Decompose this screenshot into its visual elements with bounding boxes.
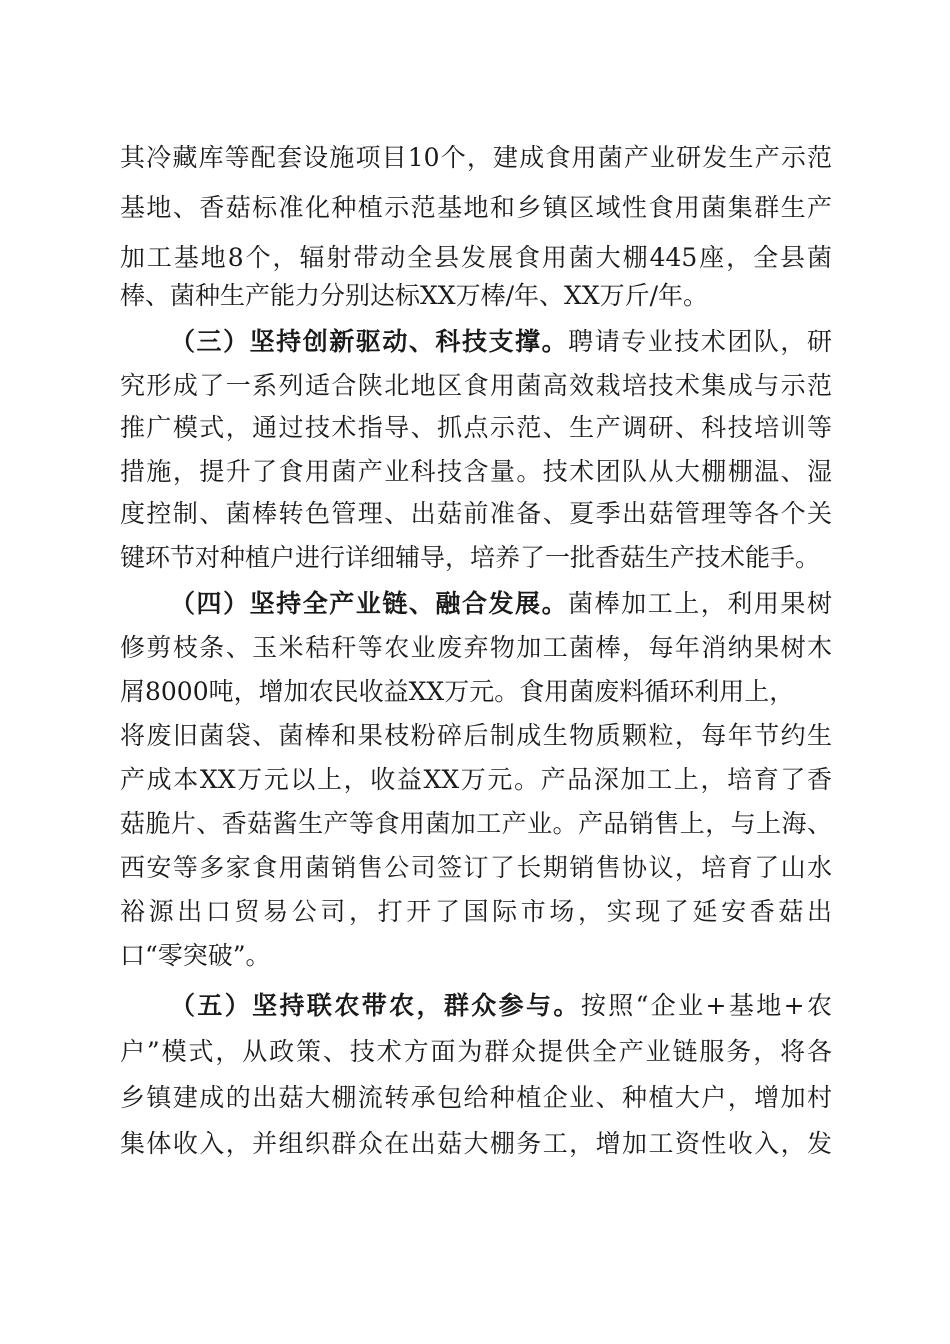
section-3-text: 聘请专业技术团队，研 (568, 327, 832, 356)
text-line: 将废旧菌袋、菌棒和果枝粉碎后制成生物质颗粒，每年节约生 (120, 721, 832, 750)
text-line: 究形成了一系列适合陕北地区食用菌高效栽培技术集成与示范 (120, 371, 832, 400)
section-3-first-line (170, 322, 832, 362)
text-line: 度控制、菌棒转色管理、出菇前准备、夏季出菇管理等各个关 (120, 499, 832, 528)
text-line: 措施，提升了食用菌产业科技含量。技术团队从大棚棚温、湿 (120, 457, 832, 486)
section-3-heading: （三）坚持创新驱动、科技支撑。 (170, 327, 569, 356)
text-line: 口“零突破”。 (120, 941, 271, 970)
text-line: 裕源出口贸易公司，打开了国际市场，实现了延安香菇出 (120, 897, 832, 926)
section-4-text: 菌棒加工上，利用果树 (568, 589, 832, 618)
text-line: 集体收入，并组织群众在出菇大棚务工，增加工资性收入，发 (120, 1129, 832, 1158)
section-5-text: 按照“企业+基地+农 (580, 991, 832, 1020)
text-line: 基地、香菇标准化种植示范基地和乡镇区域性食用菌集群生产 (120, 193, 832, 222)
text-line: 修剪枝条、玉米秸秆等农业废弃物加工菌棒，每年消纳果树木 (120, 633, 832, 662)
text-line: 西安等多家食用菌销售公司签订了长期销售协议，培育了山水 (120, 853, 832, 882)
text-line: 其冷藏库等配套设施项目10个，建成食用菌产业研发生产示范 (120, 143, 832, 172)
section-5-first-line (170, 986, 832, 1026)
text-line: 键环节对种植户进行详细辅导，培养了一批香菇生产技术能手。 (120, 543, 821, 572)
text-line: 棒、菌种生产能力分别达标XX万棒/年、XX万斤/年。 (120, 281, 709, 310)
text-line: 户”模式，从政策、技术方面为群众提供全产业链服务，将各 (120, 1037, 832, 1066)
section-4-first-line (170, 584, 832, 624)
text-line: 乡镇建成的出菇大棚流转承包给种植企业、种植大户，增加村 (120, 1083, 832, 1112)
text-line: 菇脆片、香菇酱生产等食用菌加工产业。产品销售上，与上海、 (120, 809, 832, 838)
text-line: 产成本XX万元以上，收益XX万元。产品深加工上，培育了香 (120, 765, 832, 794)
text-line: 加工基地8个，辐射带动全县发展食用菌大棚445座，全县菌 (120, 243, 832, 272)
section-4-heading: （四）坚持全产业链、融合发展。 (170, 589, 569, 618)
text-line: 推广模式，通过技术指导、抓点示范、生产调研、科技培训等 (120, 413, 832, 442)
text-line: 屑8000吨，增加农民收益XX万元。食用菌废料循环利用上， (120, 677, 795, 706)
section-5-heading: （五）坚持联农带农，群众参与。 (170, 991, 581, 1020)
